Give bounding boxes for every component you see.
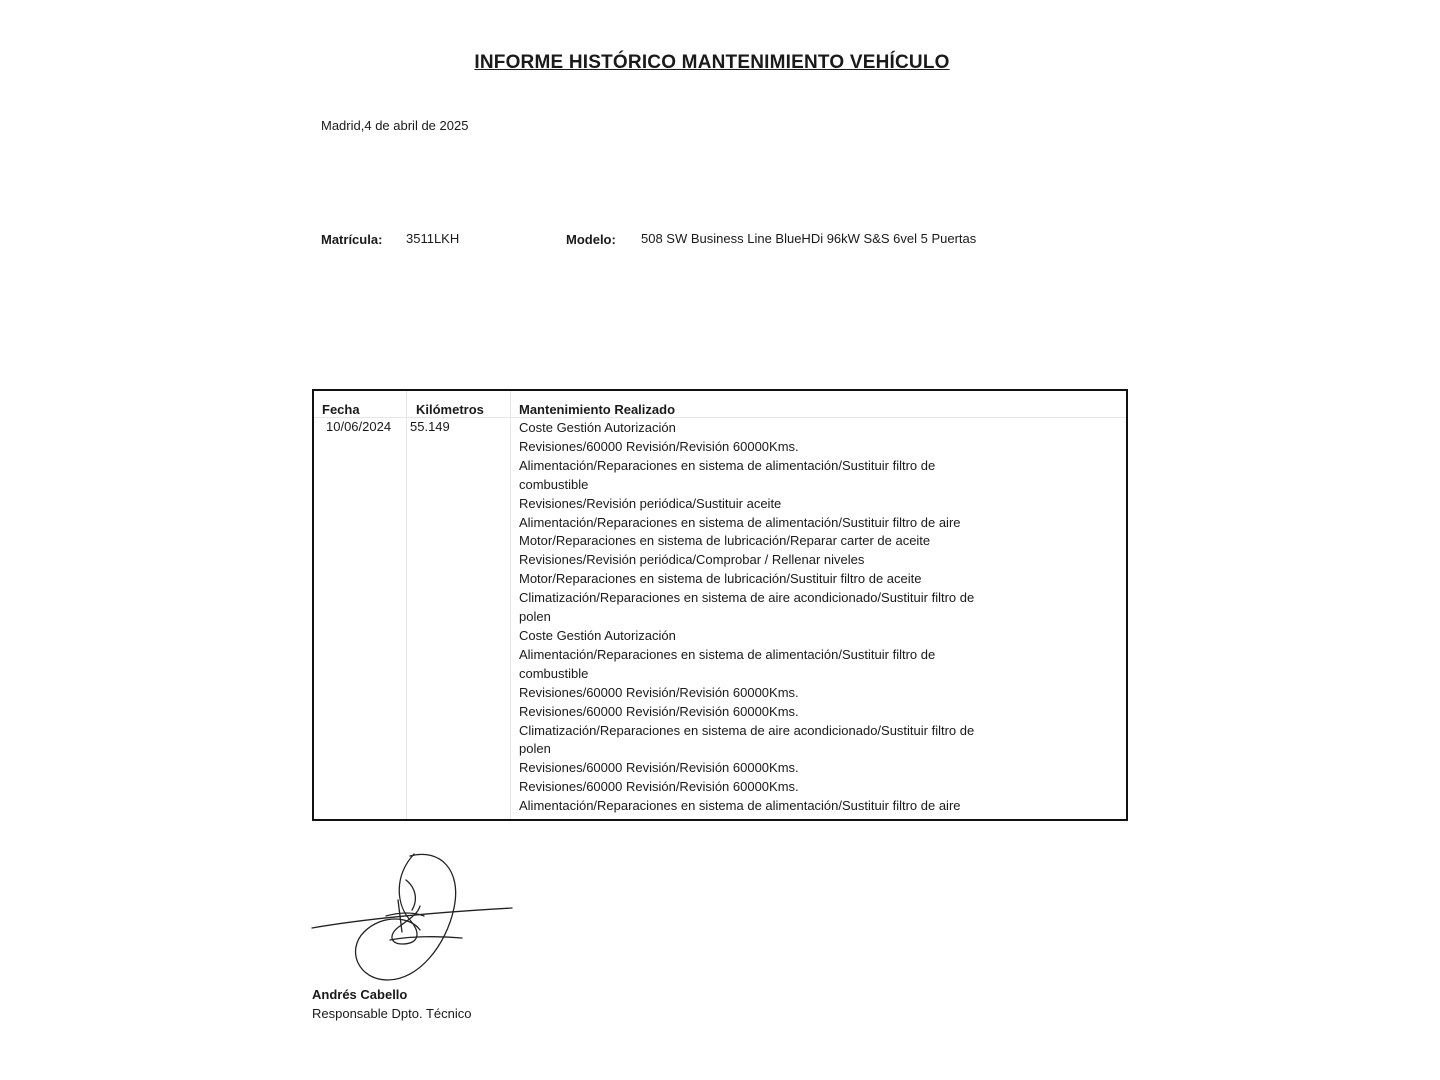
maintenance-line: Coste Gestión Autorización: [519, 420, 676, 435]
maintenance-line: Revisiones/60000 Revisión/Revisión 60000Kms.: [519, 760, 799, 776]
model-value: 508 SW Business Line BlueHDi 96kW S&S 6vel 5 Puertas: [641, 231, 977, 246]
header-date: Fecha: [322, 402, 360, 417]
maintenance-line: Alimentación/Reparaciones en sistema de alimentación/Sustituir filtro de aire: [519, 798, 961, 814]
maintenance-line: Revisiones/60000 Revisión/Revisión 60000Kms.: [519, 438, 799, 454]
report-title: INFORME HISTÓRICO MANTENIMIENTO VEHÍCULO: [474, 52, 950, 73]
maintenance-line: Alimentación/Reparaciones en sistema de alimentación/Sustituir filtro de aire: [519, 514, 961, 530]
model-label: Modelo:: [566, 232, 616, 247]
maintenance-line: Motor/Reparaciones en sistema de lubricación/Sustituir filtro de aceite: [519, 571, 922, 587]
place-date: Madrid,4 de abril de 2025: [321, 118, 469, 133]
maintenance-line: Revisiones/Revisión periódica/Sustituir aceite: [519, 495, 782, 511]
row-km: 55.149: [410, 419, 450, 434]
maintenance-line: polen: [519, 741, 551, 757]
maintenance-line: Revisiones/60000 Revisión/Revisión 60000Kms.: [519, 684, 799, 700]
signer-role: Responsable Dpto. Técnico: [312, 1006, 472, 1021]
header-separator: [314, 417, 1126, 418]
maintenance-line: Revisiones/60000 Revisión/Revisión 60000Kms.: [519, 703, 799, 719]
maintenance-line: Revisiones/60000 Revisión/Revisión 60000Kms.: [519, 779, 799, 795]
signer-name: Andrés Cabello: [312, 987, 408, 1002]
header-km: Kilómetros: [416, 402, 484, 417]
column-separator: [510, 391, 511, 819]
maintenance-line: combustible: [519, 476, 589, 492]
maintenance-line: polen: [519, 609, 551, 625]
maintenance-line: Alimentación/Reparaciones en sistema de alimentación/Sustituir filtro de: [519, 646, 936, 662]
row-date: 10/06/2024: [326, 419, 392, 434]
signature-icon: [290, 840, 520, 990]
maintenance-list: [519, 419, 1119, 816]
maintenance-line: Revisiones/Revisión periódica/Comprobar / Rellenar niveles: [519, 552, 865, 568]
plate-label: Matrícula:: [321, 232, 383, 247]
maintenance-table: [312, 389, 1128, 821]
maintenance-line: Climatización/Reparaciones en sistema de aire acondicionado/Sustituir filtro de: [519, 590, 975, 606]
maintenance-line: Coste Gestión Autorización: [519, 627, 676, 643]
plate-value: 3511LKH: [406, 231, 460, 246]
maintenance-line: Motor/Reparaciones en sistema de lubricación/Reparar carter de aceite: [519, 533, 931, 549]
maintenance-line: Climatización/Reparaciones en sistema de aire acondicionado/Sustituir filtro de: [519, 722, 975, 738]
column-separator: [406, 391, 407, 819]
header-maintenance: Mantenimiento Realizado: [519, 402, 676, 417]
maintenance-line: combustible: [519, 665, 589, 681]
maintenance-line: Alimentación/Reparaciones en sistema de alimentación/Sustituir filtro de: [519, 457, 936, 473]
